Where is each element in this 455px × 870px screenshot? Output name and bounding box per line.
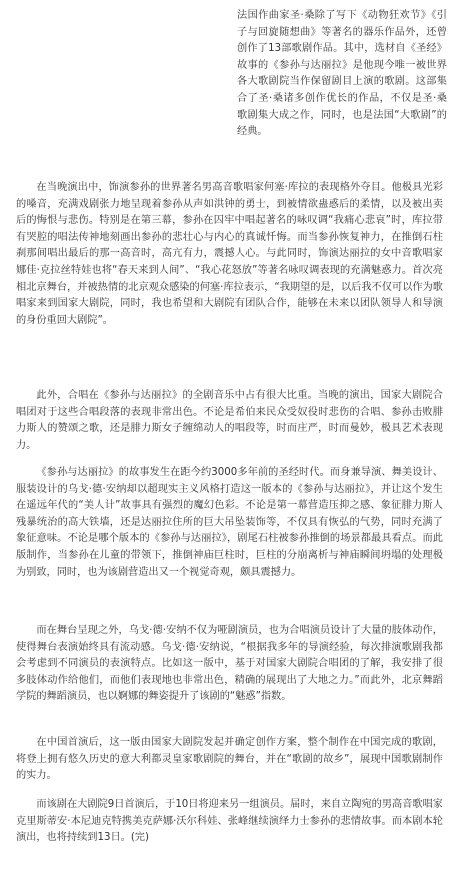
paragraph-4: 而在舞台呈现之外，乌戈·德·安纳不仅为哑剧演员，也为合唱演员设计了大量的肢体动作，使得舞台表演始终具有流动感。乌戈·德·安纳说，“根据我多年的导演经验，每次排演歌剧我都会考虑到不同演员的表演特点。比如这一版中，基于对国家大剧院合唱团的了解，我安排了很多肢体动作给他们，而他们表现地也非常出色，精确的展现出了大地之力。”而此外，北京舞蹈学院的舞蹈演员，也以婀娜的舞姿提升了该剧的“魅惑”指数。 xyxy=(16,625,443,703)
paragraph-3: 《参孙与达丽拉》的故事发生在距今约3000多年前的圣经时代。而身兼导演、舞美设计、服装设计的乌戈·德·安纳却以超现实主义风格打造这一版本的《参孙与达丽拉》，并让这个发生在遥远年代的“美人计”故事具有强烈的魔幻色彩。不论是第一幕营造压抑之感、象征腓力斯人残暴统治的高大铁墙，还是达丽拉住所的巨大吊坠装饰等，不仅具有恢弘的气势，同时充满了象征意味。不论是哪个版本的《参孙与达丽拉》，剧尾石柱被参孙推倒的场景都最具看点。而此版制作，当参孙在儿童的带领下，推倒神庙巨柱时，巨柱的分崩离析与神庙瞬间坍塌的处理极为别致，同时，也为该剧营造出又一个视觉奇观，颇具震撼力。 xyxy=(16,467,443,578)
paragraph-1: 在当晚演出中，饰演参孙的世界著名男高音歌唱家何塞·库拉的表现格外夺目。他极具光彩的嗓音，充满戏剧张力地呈现着参孙从声如洪钟的勇士，到被情欲蛊惑后的柔情，以及被出卖后的悔恨与悲伤。特别是在第三幕，参孙在囚牢中唱起著名的咏叹调“我痛心悲哀”时，库拉带有哭腔的唱法传神地刻画出参孙的悲壮心与内心的真诚忏悔。而当参孙恢复神力，在推倒石柱刹那间唱出最后的那一高音时，高亢有力，震撼人心。与此同时，饰演达丽拉的女中音歌唱家娜佳·克拉丝特娃也将“春天来到人间”、“我心花怒放”等著名咏叹调表现的充满魅惑力。首次亮相北京舞台，并被热情的北京观众感染的何塞·库拉表示，“我期望的是，以后我不仅可以作为歌唱家来到国家大剧院，同时，我也希望和大剧院有团队合作，能够在未来以团队领导人和导演的身份重回大剧院”。 xyxy=(16,182,443,326)
article-header-area xyxy=(0,0,455,172)
paragraph-5: 在中国首演后，这一版由国家大剧院发起并确定创作方案，整个制作在中国完成的歌剧，将登上拥有悠久历史的意大利都灵皇家歌剧院的舞台，并在“歌剧的故乡”，展现中国歌剧制作的实力。 xyxy=(16,737,443,782)
intro-paragraph: 法国作曲家圣·桑除了写下《动物狂欢节》《引子与回旋随想曲》等著名的器乐作品外，还曾创作了13部歌剧作品。其中，选材自《圣经》故事的《参孙与达丽拉》是他现今唯一被世界各大歌剧院当作保留剧目上演的歌剧。这部集合了圣·桑诸多创作优长的作品，不仅是圣·桑歌剧集大成之作，同时，也是法国“大歌剧”的经典。 xyxy=(237,10,447,138)
paragraph-6: 而该剧在大剧院9日首演后，于10日将迎来另一组演员。届时，来自立陶宛的男高音歌唱家克里斯蒂安·本尼迪克特携美克萨娜·沃尔科娃、张峰继续演绎力士参孙的悲情故事。而本剧本轮演出，也将持续到13日。(完) xyxy=(16,799,443,844)
article-image-placeholder xyxy=(3,2,217,166)
paragraph-2: 此外，合唱在《参孙与达丽拉》的全剧音乐中占有很大比重。当晚的演出，国家大剧院合唱团对于这些合唱段落的表现非常出色。不论是希伯来民众受奴役时悲伤的合唱、参孙击败腓力斯人的赞颂之歌，还是腓力斯女子缠绵动人的唱段等，时而庄严，时而曼妙，极具艺术表现力。 xyxy=(16,390,443,451)
